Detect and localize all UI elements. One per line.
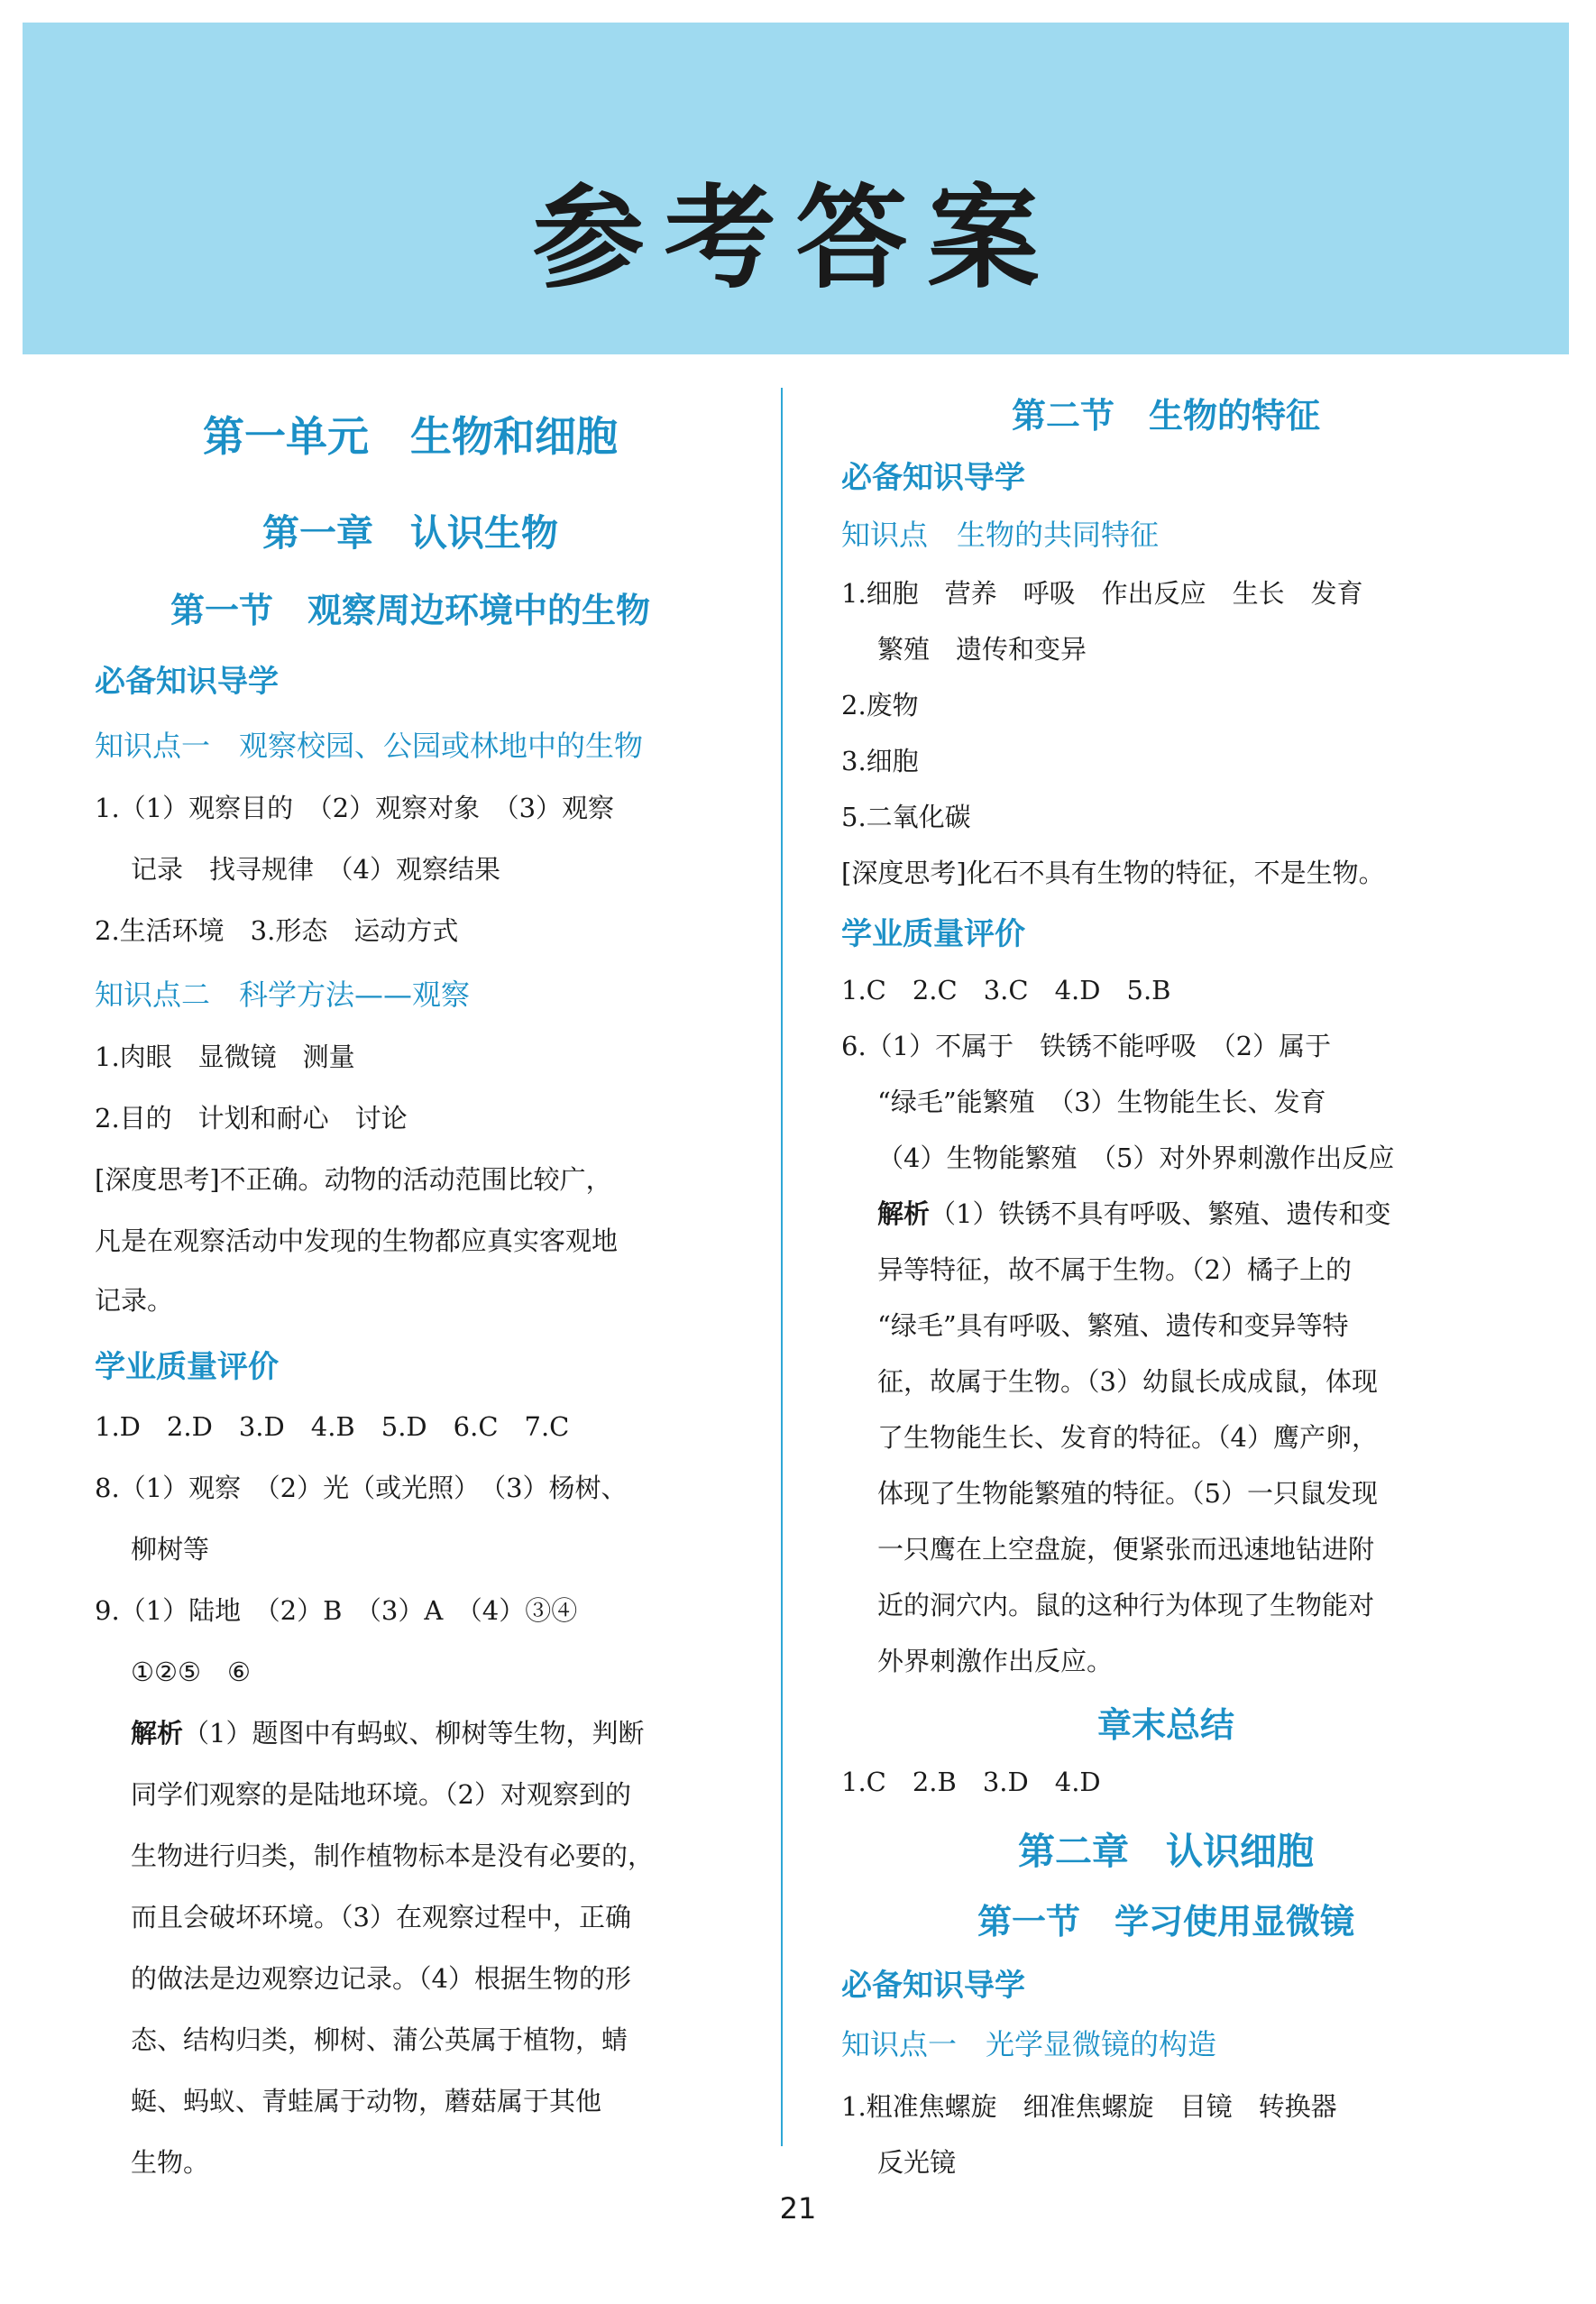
- explanation-line: 异等特征，故不属于生物。（2）橘子上的: [877, 1254, 1352, 1285]
- guide-heading: 必备知识导学: [841, 460, 1025, 496]
- section-heading: 第一节 观察周边环境中的生物: [170, 591, 650, 630]
- explanation-label: 解析: [877, 1198, 931, 1229]
- answer-line: 繁殖 遗传和变异: [877, 634, 1087, 665]
- explanation-line: 征，故属于生物。（3）幼鼠长成成鼠，体现: [877, 1366, 1378, 1397]
- page-number: 21: [779, 2191, 817, 2226]
- answer-line: 记录 找寻规律 （4）观察结果: [131, 854, 500, 885]
- explanation-line: 的做法是边观察边记录。（4）根据生物的形: [131, 1963, 631, 1994]
- explanation-line: 而且会破坏环境。（3）在观察过程中，正确: [131, 1902, 631, 1932]
- answer-line: 6.（1）不属于 铁锈不能呼吸 （2）属于: [841, 1031, 1332, 1061]
- answer-line: 5.二氧化碳: [841, 802, 971, 832]
- answer-line: 8.（1）观察 （2）光（或光照） （3）杨树、: [95, 1473, 628, 1503]
- answer-line: 柳树等: [131, 1534, 210, 1565]
- explanation-line: 近的洞穴内。鼠的这种行为体现了生物能对: [877, 1590, 1375, 1620]
- deep-thinking-line: [深度思考]不正确。动物的活动范围比较广，: [95, 1164, 612, 1195]
- explanation-line: “绿毛”具有呼吸、繁殖、遗传和变异等特: [877, 1310, 1349, 1341]
- knowledge-point-heading: 知识点 生物的共同特征: [841, 518, 1160, 552]
- answer-line: 反光镜: [877, 2147, 957, 2178]
- explanation-line: 体现了生物能繁殖的特征。（5）一只鼠发现: [877, 1478, 1378, 1509]
- explanation-line: [877, 1194, 1491, 1231]
- explanation-text: （1）铁锈不具有呼吸、繁殖、遗传和变: [930, 1198, 1391, 1229]
- deep-thinking-line: 记录。: [95, 1285, 174, 1316]
- explanation-line: 态、结构归类，柳树、蒲公英属于植物，蜻: [131, 2024, 628, 2055]
- answer-line: 2.生活环境 3.形态 运动方式: [95, 915, 459, 946]
- answer-line: 9.（1）陆地 （2）B （3）A （4）③④: [95, 1595, 578, 1626]
- chapter-heading: 第二章 认识细胞: [1018, 1830, 1314, 1873]
- section-heading: 第一节 学习使用显微镜: [977, 1902, 1354, 1941]
- answer-line: 1.肉眼 显微镜 测量: [95, 1042, 355, 1072]
- guide-heading: 必备知识导学: [841, 1968, 1025, 2004]
- knowledge-point-heading: 知识点一 光学显微镜的构造: [841, 2027, 1217, 2061]
- guide-heading: 必备知识导学: [95, 664, 279, 700]
- answer-line: 1.（1）观察目的 （2）观察对象 （3）观察: [95, 793, 615, 823]
- answer-line: 1.细胞 营养 呼吸 作出反应 生长 发育: [841, 578, 1363, 609]
- explanation-line: 蜓、蚂蚁、青蛙属于动物，蘑菇属于其他: [131, 2086, 602, 2116]
- explanation-line: 生物。: [131, 2147, 210, 2178]
- answer-line: 1.C 2.C 3.C 4.D 5.B: [841, 975, 1171, 1005]
- explanation-text: （1）题图中有蚂蚁、柳树等生物，判断: [183, 1718, 645, 1749]
- evaluation-heading: 学业质量评价: [95, 1349, 279, 1385]
- header-banner: [23, 23, 1569, 354]
- knowledge-point-heading: 知识点一 观察校园、公园或林地中的生物: [95, 729, 644, 763]
- page-title: 参考答案: [532, 173, 1059, 304]
- explanation-line: 一只鹰在上空盘旋，便紧张而迅速地钻进附: [877, 1534, 1375, 1565]
- answer-line: 1.粗准焦螺旋 细准焦螺旋 目镜 转换器: [841, 2091, 1337, 2122]
- explanation-line: 生物进行归类，制作植物标本是没有必要的，: [131, 1840, 655, 1871]
- answer-line: 3.细胞: [841, 746, 919, 776]
- deep-thinking-line: [深度思考]化石不具有生物的特征，不是生物。: [841, 858, 1385, 888]
- answer-line: 2.废物: [841, 690, 919, 721]
- explanation-line: 外界刺激作出反应。: [877, 1646, 1114, 1676]
- summary-heading: 章末总结: [1096, 1705, 1234, 1745]
- unit-heading: 第一单元 生物和细胞: [203, 412, 618, 461]
- chapter-heading: 第一章 认识生物: [262, 511, 558, 555]
- knowledge-point-heading: 知识点二 科学方法——观察: [95, 978, 471, 1012]
- explanation-line: [131, 1713, 726, 1750]
- answer-line: （4）生物能繁殖 （5）对外界刺激作出反应: [877, 1143, 1395, 1173]
- section-heading: 第二节 生物的特征: [1011, 396, 1320, 436]
- deep-thinking-line: 凡是在观察活动中发现的生物都应真实客观地: [95, 1225, 619, 1256]
- answer-line: 2.目的 计划和耐心 讨论: [95, 1103, 408, 1134]
- answer-line: “绿毛”能繁殖 （3）生物能生长、发育: [877, 1087, 1326, 1117]
- explanation-line: 同学们观察的是陆地环境。（2）对观察到的: [131, 1779, 631, 1810]
- answer-line: ①②⑤ ⑥: [131, 1657, 251, 1687]
- column-divider: [781, 388, 783, 2146]
- explanation-label: 解析: [131, 1718, 184, 1749]
- explanation-line: 了生物能生长、发育的特征。（4）鹰产卵，: [877, 1422, 1378, 1453]
- answer-line: 1.D 2.D 3.D 4.B 5.D 6.C 7.C: [95, 1411, 570, 1442]
- answer-line: 1.C 2.B 3.D 4.D: [841, 1767, 1101, 1797]
- evaluation-heading: 学业质量评价: [841, 916, 1025, 952]
